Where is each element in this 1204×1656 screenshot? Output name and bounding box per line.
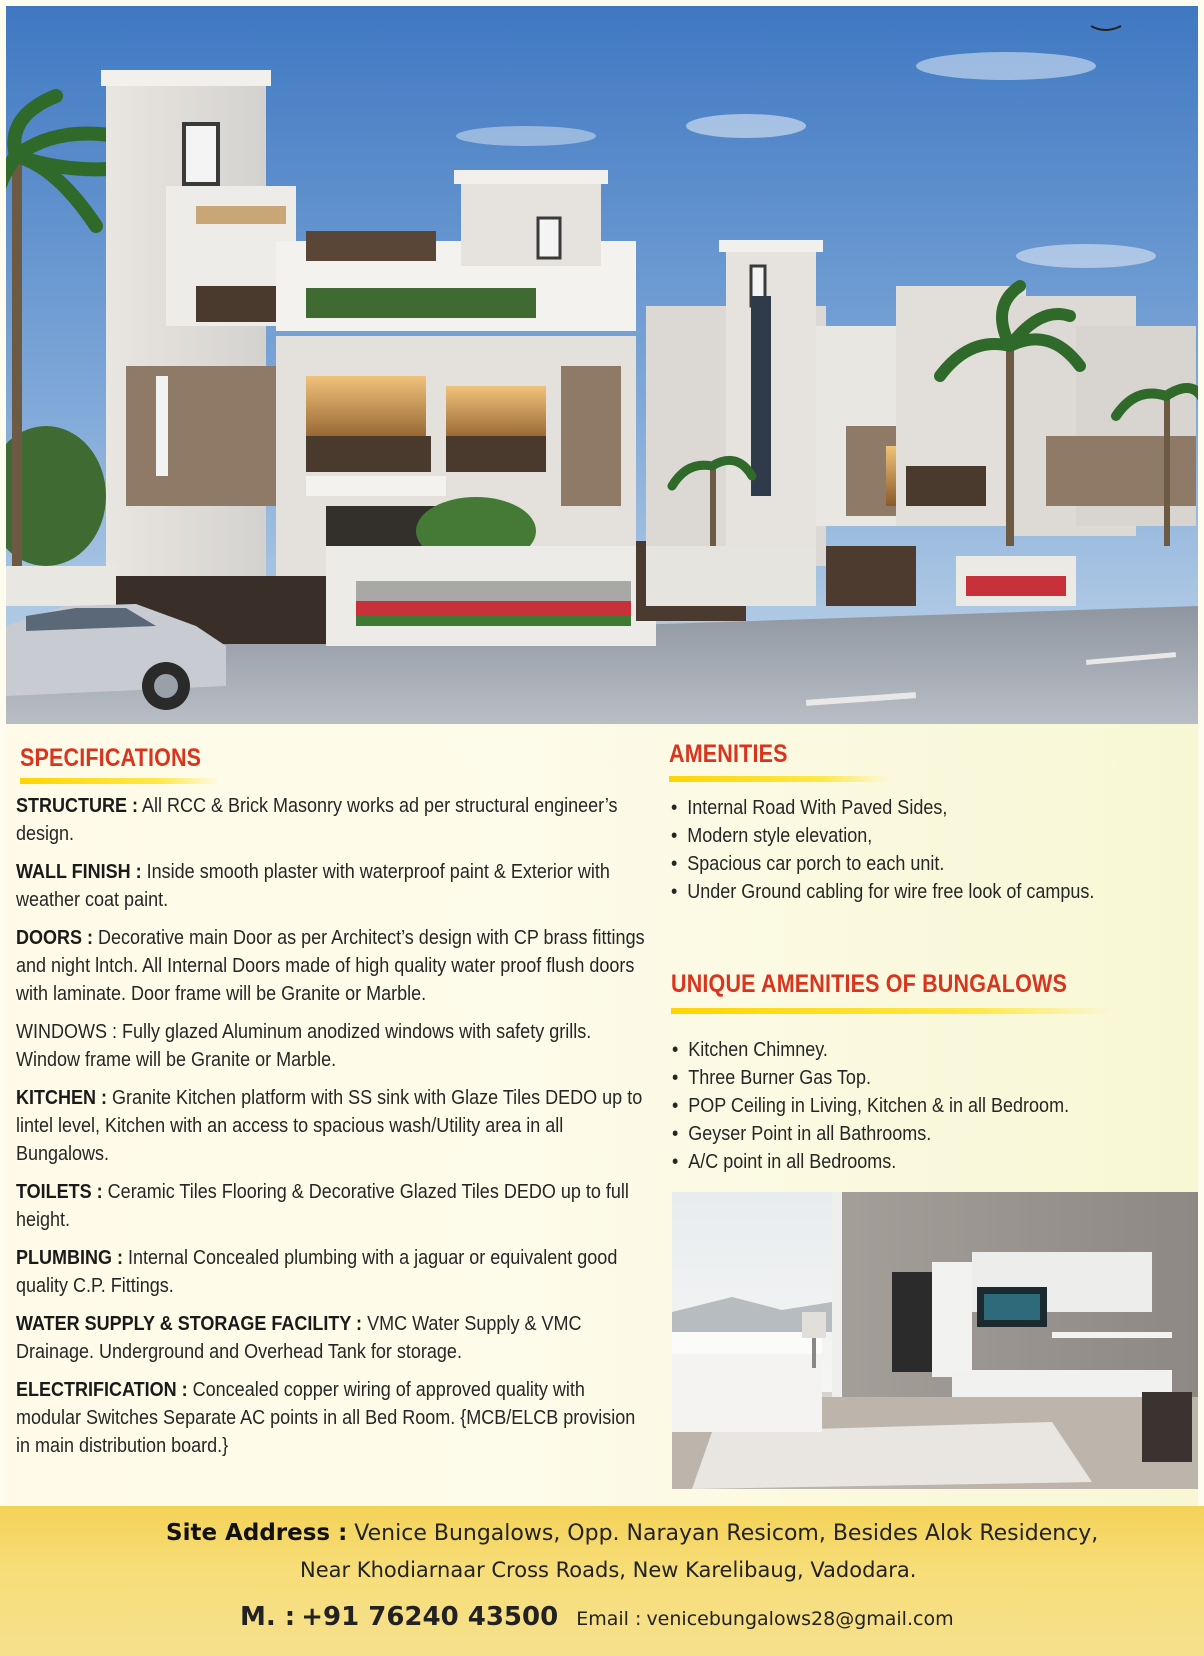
mobile-number[interactable]: +91 76240 43500 [301,1602,559,1632]
email-address[interactable]: venicebungalows28@gmail.com [646,1608,954,1630]
amenity-item: • Modern style elevation, [671,822,1175,850]
unique-amenities-heading: UNIQUE AMENITIES OF BUNGALOWS [671,970,1067,998]
unique-amenity-item: • Kitchen Chimney. [672,1036,1176,1064]
spec-kitchen: KITCHEN : Granite Kitchen platform with SS sink with Glaze Tiles DEDO up to lintel level, Kitchen with an access to spacious wash/Utility area in all Bungalows. [16,1087,643,1165]
spec-doors: DOORS : Decorative main Door as per Architect’s design with CP brass fittings and night lntch. All Internal Doors made of high quality water proof flush doors with laminate. Door frame will be Granite or Marble. [16,927,645,1005]
specifications-list [16,792,666,1470]
unique-amenities-list [672,1036,1204,1176]
specifications-heading: SPECIFICATIONS [20,744,202,772]
spec-electrification: ELECTRIFICATION : Concealed copper wiring of approved quality with modular Switches Separate AC points in all Bed Room. {MCB/ELCB provision in main distribution board.} [16,1379,636,1457]
spec-structure: STRUCTURE : All RCC & Brick Masonry works ad per structural engineer’s design. [16,795,618,845]
living-room-image [672,1192,1198,1489]
spec-water-supply: WATER SUPPLY & STORAGE FACILITY : VMC Water Supply & VMC Drainage. Underground and Overhead Tank for storage. [16,1313,582,1363]
unique-amenity-item: • Geyser Point in all Bathrooms. [672,1120,1176,1148]
footer-contact-band [0,1506,1204,1656]
bungalows-exterior-image [6,6,1198,724]
unique-amenities-underline [671,1008,1111,1014]
amenity-item: • Under Ground cabling for wire free look of campus. [671,878,1175,906]
unique-amenity-item: • Three Burner Gas Top. [672,1064,1176,1092]
specifications-underline [20,778,220,784]
spec-wall-finish: WALL FINISH : Inside smooth plaster with waterproof paint & Exterior with weather coat paint. [16,861,610,911]
amenities-heading: AMENITIES [669,740,788,768]
amenities-list [671,794,1204,906]
site-address-label: Site Address : [166,1520,348,1546]
spec-toilets: TOILETS : Ceramic Tiles Flooring & Decorative Glazed Tiles DEDO up to full height. [16,1181,629,1231]
spec-windows: WINDOWS : Fully glazed Aluminum anodized windows with safety grills. Window frame will be Granite or Marble. [16,1021,592,1071]
spec-plumbing: PLUMBING : Internal Concealed plumbing with a jaguar or equivalent good quality C.P. Fittings. [16,1247,618,1297]
amenity-item: • Spacious car porch to each unit. [671,850,1175,878]
unique-amenity-item: • A/C point in all Bedrooms. [672,1148,1176,1176]
site-address-text: Venice Bungalows, Opp. Narayan Resicom, Besides Alok Residency, [347,1521,1099,1546]
contact-line [240,1602,954,1632]
email-label: Email : [576,1608,642,1630]
amenities-underline [669,776,889,782]
site-address-line-2: Near Khodiarnaar Cross Roads, New Karelibaug, Vadodara. [300,1558,917,1582]
unique-amenity-item: • POP Ceiling in Living, Kitchen & in all Bedroom. [672,1092,1176,1120]
mobile-label: M. : [240,1602,296,1632]
amenity-item: • Internal Road With Paved Sides, [671,794,1175,822]
site-address-line [166,1520,1098,1546]
